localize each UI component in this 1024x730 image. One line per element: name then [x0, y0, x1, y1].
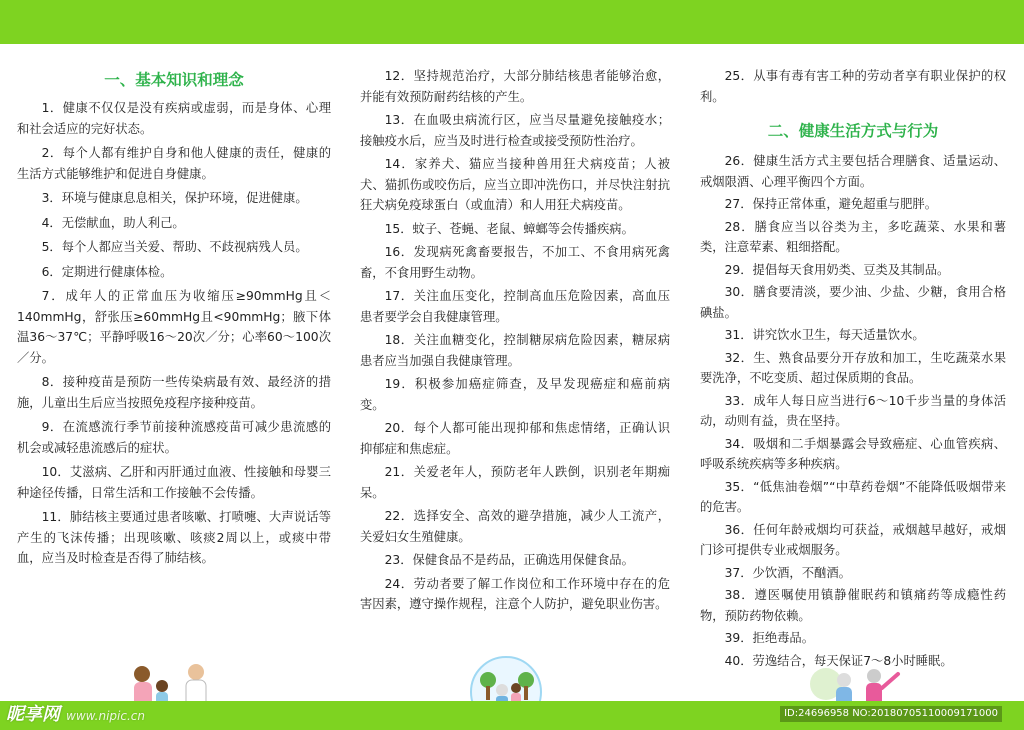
- list-item: 7．成年人的正常血压为收缩压≥90mmHg且＜140mmHg，舒张压≥60mmHg且<90mmHg；腋下体温36～37℃；平静呼吸16～20次／分；心率60～100次／分。: [17, 289, 331, 365]
- list-item: 36．任何年龄戒烟均可获益，戒烟越早越好，戒烟门诊可提供专业戒烟服务。: [700, 522, 1006, 557]
- item-list-2: [360, 66, 670, 615]
- list-item: 34．吸烟和二手烟暴露会导致癌症、心血管疾病、呼吸系统疾病等多种疾病。: [700, 436, 1006, 471]
- list-item: 4．无偿献血，助人利己。: [41, 215, 185, 230]
- list-item: 16．发现病死禽畜要报告，不加工、不食用病死禽畜，不食用野生动物。: [360, 245, 670, 280]
- list-item: 31．讲究饮水卫生，每天适量饮水。: [724, 328, 925, 342]
- section-heading-basic-knowledge: 一、基本知识和理念: [104, 71, 244, 89]
- list-item: 26．健康生活方式主要包括合理膳食、适量运动、戒烟限酒、心理平衡四个方面。: [700, 154, 1006, 189]
- list-item: 38．遵医嘱使用镇静催眠药和镇痛药等成瘾性药物，预防药物依赖。: [700, 588, 1006, 623]
- list-item: 18．关注血糖变化，控制糖尿病危险因素，糖尿病患者应当加强自我健康管理。: [360, 333, 670, 368]
- list-item: 17．关注血压变化，控制高血压危险因素，高血压患者要学会自我健康管理。: [360, 289, 670, 324]
- list-item: 40．劳逸结合，每天保证7～8小时睡眠。: [724, 653, 953, 668]
- list-item: 14．家养犬、猫应当接种兽用狂犬病疫苗；人被犬、猫抓伤或咬伤后，应当立即冲洗伤口，并尽快注射抗狂犬病免疫球蛋白（或血清）和人用狂犬病疫苗。: [360, 157, 670, 212]
- column-2: [360, 66, 670, 618]
- list-item: 35．“低焦油卷烟”“中草药卷烟”不能降低吸烟带来的危害。: [700, 479, 1006, 514]
- list-item: 25．从事有毒有害工种的劳动者享有职业保护的权利。: [700, 69, 1006, 104]
- list-item: 3．环境与健康息息相关，保护环境，促进健康。: [41, 191, 308, 205]
- list-item: 27．保持正常体重，避免超重与肥胖。: [724, 197, 937, 211]
- list-item: 23．保健食品不是药品，正确选用保健食品。: [384, 553, 634, 567]
- list-item: 15．蚊子、苍蝇、老鼠、蟑螂等会传播疾病。: [384, 221, 634, 236]
- column-1: [17, 68, 331, 573]
- list-item: 37．少饮酒，不酗酒。: [724, 565, 851, 580]
- watermark-url: www.nipic.cn: [66, 709, 145, 723]
- list-item: 39．拒绝毒品。: [724, 631, 815, 645]
- site-watermark: [6, 702, 145, 728]
- list-item: 5．每个人都应当关爱、帮助、不歧视病残人员。: [41, 240, 308, 254]
- list-item: 28．膳食应当以谷类为主，多吃蔬菜、水果和薯类，注意荤素、粗细搭配。: [700, 219, 1006, 254]
- list-item: 32．生、熟食品要分开存放和加工，生吃蔬菜水果要洗净，不吃变质、超过保质期的食品。: [700, 350, 1006, 385]
- list-item: 1．健康不仅仅是没有疾病或虚弱，而是身体、心理和社会适应的完好状态。: [17, 101, 331, 136]
- list-item: 29．提倡每天食用奶类、豆类及其制品。: [724, 262, 950, 277]
- list-item: 24．劳动者要了解工作岗位和工作环境中存在的危害因素，遵守操作规程，注意个人防护，避免职业伤害。: [360, 576, 670, 611]
- list-item: 13．在血吸虫病流行区，应当尽量避免接触疫水；接触疫水后，应当及时进行检查或接受预防性治疗。: [360, 113, 670, 148]
- list-item: 11．肺结核主要通过患者咳嗽、打喷嚏、大声说话等产生的飞沫传播；出现咳嗽、咳痰2周以上，或痰中带血，应当及时检查是否得了肺结核。: [17, 510, 331, 565]
- section-heading-healthy-lifestyle: 二、健康生活方式与行为: [767, 122, 939, 140]
- top-green-bar: [0, 0, 1024, 44]
- list-item: 20．每个人都可能出现抑郁和焦虑情绪，正确认识抑郁症和焦虑症。: [360, 421, 670, 456]
- column-3: [700, 66, 1006, 673]
- list-item: 33．成年人每日应当进行6～10千步当量的身体活动，动则有益，贵在坚持。: [700, 393, 1006, 428]
- item-list-1: [17, 98, 331, 569]
- list-item: 8．接种疫苗是预防一些传染病最有效、最经济的措施，儿童出生后应当按照免疫程序接种疫苗。: [17, 375, 331, 410]
- list-item: 6．定期进行健康体检。: [41, 264, 173, 279]
- list-item: 19．积极参加癌症筛查，及早发现癌症和癌前病变。: [360, 377, 670, 412]
- list-item: 22．选择安全、高效的避孕措施，减少人工流产，关爱妇女生殖健康。: [360, 509, 670, 544]
- list-item: 30．膳食要清淡，要少油、少盐、少糖，食用合格碘盐。: [700, 285, 1006, 320]
- list-item: 21．关爱老年人，预防老年人跌倒，识别老年期痴呆。: [360, 465, 670, 500]
- watermark-brand: 昵享网: [6, 704, 60, 725]
- item-list-3: [700, 151, 1006, 671]
- list-item: 10．艾滋病、乙肝和丙肝通过血液、性接触和母婴三种途径传播，日常生活和工作接触不会传播。: [17, 465, 331, 500]
- list-item: 12．坚持规范治疗，大部分肺结核患者能够治愈，并能有效预防耐药结核的产生。: [360, 69, 670, 104]
- list-item: 9．在流感流行季节前接种流感疫苗可减少患流感的机会或减轻患流感后的症状。: [17, 420, 331, 455]
- image-id-label: ID:24696958 NO:20180705110009171000: [780, 706, 1002, 722]
- list-item: 2．每个人都有维护自身和他人健康的责任，健康的生活方式能够维护和促进自身健康。: [17, 146, 331, 181]
